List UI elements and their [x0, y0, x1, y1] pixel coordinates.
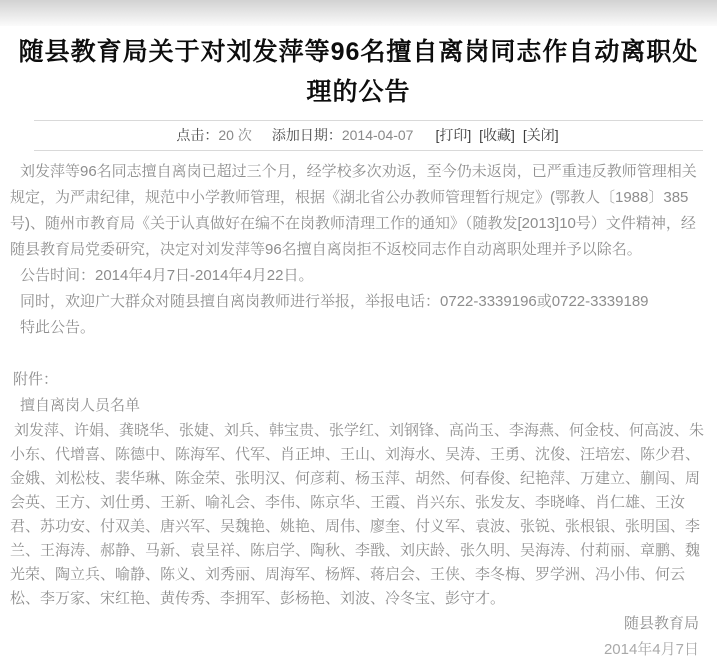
attachment-title: 擅自离岗人员名单 [20, 397, 141, 414]
favorite-link[interactable]: [收藏] [479, 127, 515, 143]
page-title: 随县教育局关于对刘发萍等96名擅自离岗同志作自动离职处理的公告 [18, 38, 699, 106]
top-gradient-bar [0, 0, 717, 26]
date-added-value: 2014-04-07 [341, 127, 414, 143]
article-meta-bar [34, 120, 703, 151]
print-link[interactable]: [打印] [435, 127, 472, 143]
notice-body-paragraph: 刘发萍等96名同志擅自离岗已超过三个月，经学校多次劝返，至今仍未返岗，已严重违反教师管理相关规定，为严肃纪律，规范中小学教师管理，根据《湖北省公办教师管理暂行规定》(鄂教人〔1988〕385号)、随州市教育局《关于认真做好在编不在岗教师清理工作的通知》（随教发[2013]10号）文件精神，经随县教育局党委研究，决定对刘发萍等96名擅自离岗拒不返校同志作自动离职处理并予以除名。 [10, 163, 697, 258]
signature-org: 随县教育局 [623, 615, 699, 632]
closing-line: 特此公告。 [20, 319, 96, 336]
notice-content [0, 151, 717, 663]
date-added-label: 添加日期： [271, 127, 342, 143]
announcement-period: 公告时间：2014年4月7日-2014年4月22日。 [20, 267, 314, 284]
close-link[interactable]: [关闭] [522, 127, 559, 143]
signature-date: 2014年4月7日 [603, 641, 699, 658]
clicks-value: 20 次 [218, 127, 252, 143]
name-list: 刘发萍、许娟、龚晓华、张婕、刘兵、韩宝贵、张学红、刘钢锋、高尚玉、李海燕、何金枝、何高波、朱小东、代增喜、陈德中、陈海军、代军、肖正坤、王山、刘海水、吴涛、王勇、沈俊、汪培宏、陈少君、金娥、刘松枝、裴华琳、陈金荣、张明汉、何彦莉、杨玉萍、胡然、何春俊、纪艳萍、万建立、蒯闯、周会英、王方、刘仕勇、王新、喻礼会、李伟、陈京华、王霞、肖兴东、张发友、李晓峰、肖仁雄、王汝君、苏功安、付双美、唐兴军、吴魏艳、姚艳、周伟、廖奎、付义军、袁波、张锐、张根银、张明国、李兰、王海涛、郝静、马新、袁呈祥、陈启学、陶秋、李戬、刘庆龄、张久明、吴海涛、付莉丽、章鹏、魏光荣、陶立兵、喻静、陈义、刘秀丽、周海军、杨辉、蒋启会、王侠、李冬梅、罗学洲、冯小伟、何云松、李万家、宋红艳、黄传秀、李拥军、彭杨艳、刘波、冷冬宝、彭守才。 [10, 422, 705, 607]
blank-line [10, 341, 707, 367]
attachment-label: 附件： [13, 371, 59, 388]
clicks-label: 点击： [176, 127, 219, 143]
report-hotline-line: 同时，欢迎广大群众对随县擅自离岗教师进行举报，举报电话：0722-3339196或0722-3339189 [20, 293, 649, 310]
